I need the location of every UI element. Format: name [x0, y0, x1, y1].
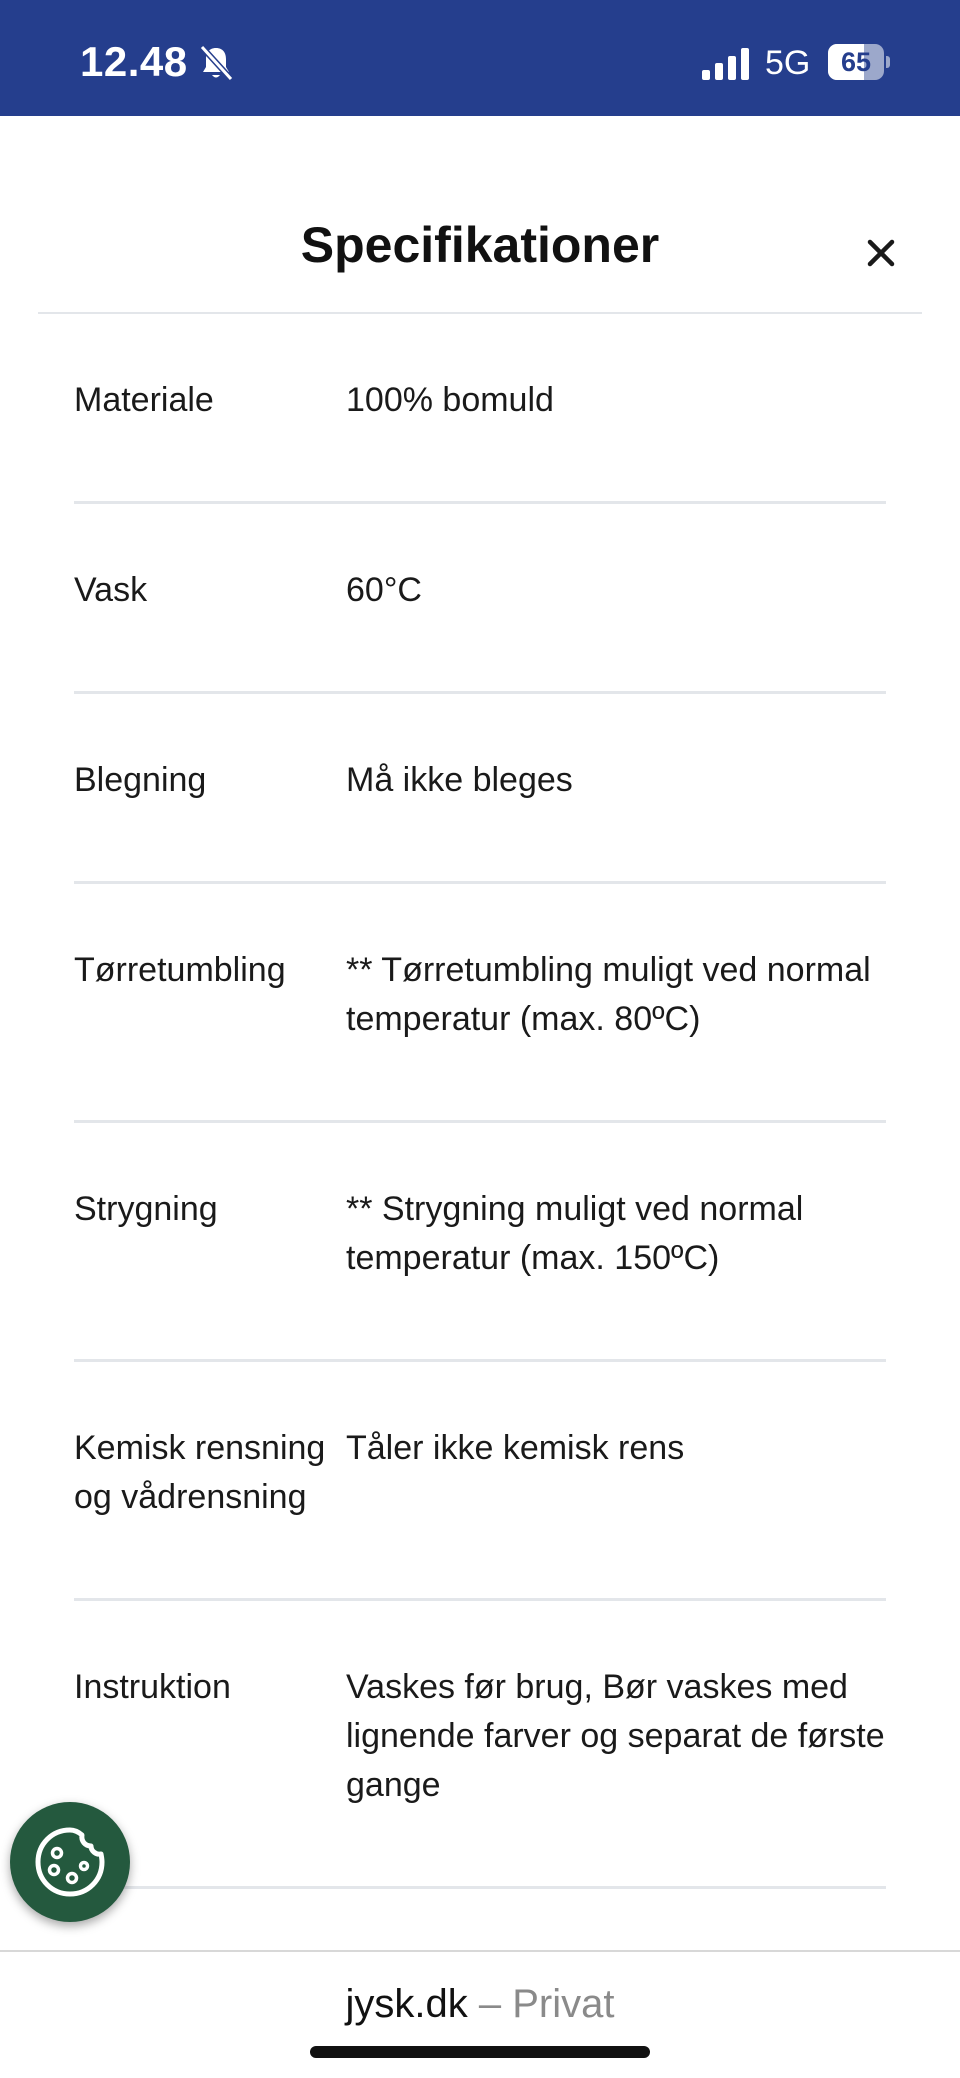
- address-mode: – Privat: [467, 1982, 615, 2026]
- status-bar: [0, 0, 960, 116]
- address-domain: jysk.dk: [345, 1982, 468, 2026]
- spec-label: Strygning: [74, 1190, 218, 1228]
- network-label: 5G: [765, 44, 811, 82]
- address-bar[interactable]: [0, 1950, 960, 2078]
- spec-label: Tørretumbling: [74, 951, 286, 989]
- spec-row-materiale: [74, 314, 886, 504]
- spec-value: Tåler ikke kemisk rens: [346, 1429, 685, 1467]
- cookie-icon: [30, 1822, 110, 1902]
- signal-icon: [702, 48, 752, 80]
- spec-value: 60°C: [346, 571, 422, 609]
- spec-label: Instruktion: [74, 1668, 231, 1706]
- spec-value: Vaskes før brug, Bør vaskes med lignende farver og separat de første gange: [346, 1668, 885, 1804]
- spec-value: ** Strygning muligt ved normal temperatur (max. 150ºC): [346, 1190, 804, 1277]
- spec-row-blegning: [74, 694, 886, 884]
- close-button[interactable]: [856, 228, 906, 278]
- battery-icon: [828, 44, 890, 80]
- spec-row-instruktion: [74, 1601, 886, 1889]
- modal-title: Specifikationer: [300, 217, 660, 273]
- spec-list: [74, 314, 886, 2078]
- status-time: 12.48: [80, 38, 188, 85]
- battery-level: 65: [840, 47, 872, 77]
- address-text: [0, 1982, 960, 2027]
- spec-value: 100% bomuld: [346, 381, 554, 419]
- spec-value: ** Tørretumbling muligt ved normal temperatur (max. 80ºC): [346, 951, 871, 1038]
- cookie-settings-button[interactable]: [10, 1802, 130, 1922]
- spec-row-vask: [74, 504, 886, 694]
- bell-muted-icon: [198, 44, 234, 82]
- spec-label: Vask: [74, 571, 148, 609]
- spec-value: Må ikke bleges: [346, 761, 573, 799]
- spec-label: Materiale: [74, 381, 214, 419]
- spec-label: Kemisk rensning og vådrensning: [74, 1429, 326, 1516]
- home-indicator[interactable]: [310, 2046, 650, 2058]
- spec-label: Blegning: [74, 761, 207, 799]
- spec-row-toerretumbling: [74, 884, 886, 1123]
- spec-row-kemisk-rensning: [74, 1362, 886, 1601]
- close-icon: [856, 228, 906, 278]
- spec-row-strygning: [74, 1123, 886, 1362]
- modal-header: [0, 116, 960, 314]
